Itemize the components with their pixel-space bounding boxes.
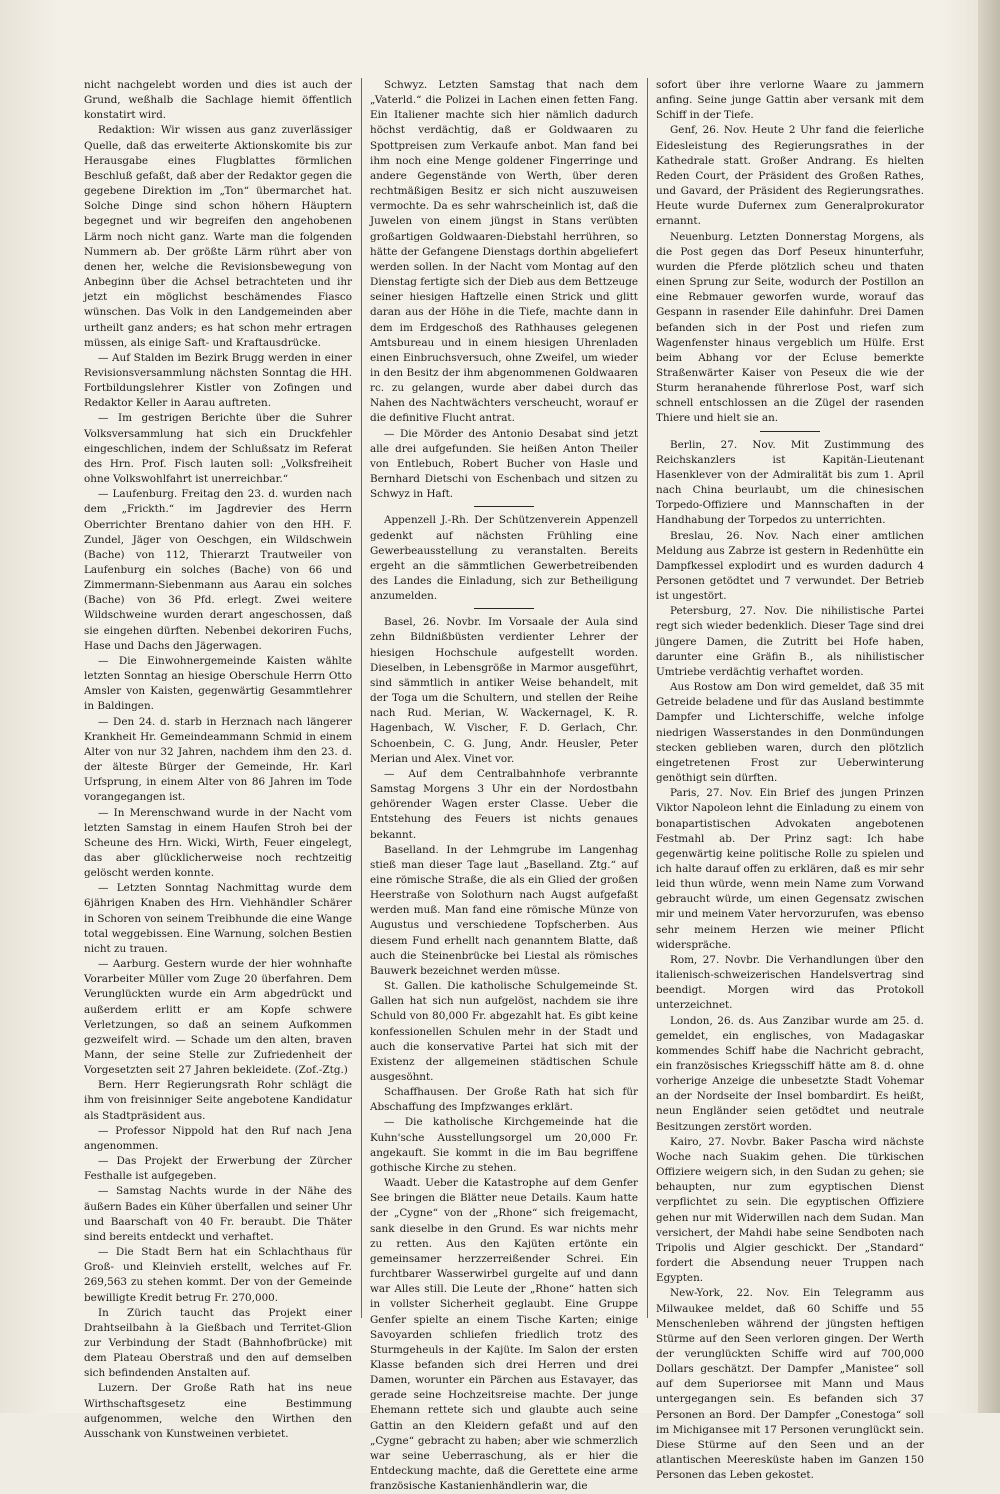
paragraph: Bern. Herr Regierungsrath Rohr schlägt die ihm von freisinniger Seite angebotene Kandidatur als Stadtpräsident aus.	[84, 1079, 352, 1122]
paragraph: St. Gallen. Die katholische Schulgemeinde St. Gallen hat sich nun aufgelöst, nachdem sie ihre Schuld von 80,000 Fr. abgezahlt hat. Es gibt keine konfessionellen Schulen mehr in der Stadt und auch die konservative Partei hat sich mit der Existenz der allgemeinen städtischen Schule ausgesöhnt.	[370, 980, 638, 1083]
paragraph: Schaffhausen. Der Große Rath hat sich für Abschaffung des Impfzwanges erklärt.	[370, 1086, 638, 1114]
paragraph: nicht nachgelebt worden und dies ist auch der Grund, weßhalb die Sachlage hiemit öffentlich konstatirt wird.	[84, 79, 352, 122]
column-3	[656, 78, 924, 1482]
paragraph: Breslau, 26. Nov. Nach einer amtlichen Meldung aus Zabrze ist gestern in Redenhütte ein Dampfkessel explodirt und es wurden dadurch 4 Personen getödtet und 7 verwundet. Der Betrieb ist ungestört.	[656, 529, 924, 603]
paragraph: — Im gestrigen Berichte über die Suhrer Volksversammlung hat sich ein Druckfehler eingeschlichen, indem der Schlußsatz im Referat des Hrn. Prof. Fisch lauten soll: „Volksfreiheit ohne Volkswohlfahrt ist unerreichbar.“	[84, 412, 352, 486]
paragraph: — Die Mörder des Antonio Desabat sind jetzt alle drei aufgefunden. Sie heißen Anton Theiler von Entlebuch, Robert Bucher von Hasle und Bernhard Dietschi von Eschenbach und sitzen zu Schwyz in Haft.	[370, 427, 638, 501]
paragraph: Schwyz. Letzten Samstag that nach dem „Vaterld.“ die Polizei in Lachen einen fetten Fang. Ein Italiener machte sich hier nämlich dadurch höchst verdächtig, daß er Goldwaaren zu Spottpreisen zum Verkaufe anbot. Man fand bei ihm noch eine Menge goldener Fingerringe und andere Gegenstände von Werth, über deren rechtmäßigen Besitz er sich nicht auszuweisen vermochte. Da es sehr wahrscheinlich ist, daß die Juwelen von einem jüngst in Stans verübten großartigen Goldwaaren-Diebstahl herrühren, so hätte der Gefangene Dienstags dorthin abgeliefert werden sollen. In der Nacht vom Montag auf den Dienstag fertigte sich der Dieb aus dem Bettzeuge seiner hiesigen Haftzelle einen Strick und glitt daran aus der Höhe in die Tiefe, machte dann in dem im Erdgeschoß des Rathhauses gelegenen Amtsbureau und in einem hiesigen Uhrenladen einen Einbruchsversuch, ohne Zweifel, um wieder in den Besitz der ihm abgenommenen Goldwaaren rc. zu gelangen, wurde aber dabei durch das Nahen des Nachtwächters verscheucht, worauf er die definitive Flucht antrat.	[370, 79, 638, 425]
column-1	[84, 78, 352, 1440]
paragraph: Genf, 26. Nov. Heute 2 Uhr fand die feierliche Eidesleistung des Regierungsrathes in der Kathedrale statt. Großer Andrang. Es hielten Reden Court, der Präsident des Großen Rathes, und Gavard, der Präsident des Regierungsrathes. Heute wurde Dufernex zum Generalprokurator ernannt.	[656, 124, 924, 228]
text-columns	[82, 78, 930, 1493]
paragraph: Kairo, 27. Novbr. Baker Pascha wird nächste Woche nach Suakim gehen. Die türkischen Offiziere weigern sich, in den Sudan zu gehen; sie behaupten, nur zum egyptischen Dienst verpflichtet zu sein. Die egyptischen Offiziere gehen nur mit Widerwillen nach dem Sudan. Man versichert, der Mahdi habe seine Sendboten nach Tripolis und Algier geschickt. Der „Standard“ fordert die Absendung neuer Truppen nach Egypten.	[656, 1135, 924, 1285]
paragraph: — Samstag Nachts wurde in der Nähe des äußern Bades ein Küher überfallen und seiner Uhr und Baarschaft von 40 Fr. beraubt. Die Thäter sind bereits entdeckt und verhaftet.	[84, 1185, 352, 1243]
paragraph: — Professor Nippold hat den Ruf nach Jena angenommen.	[84, 1124, 352, 1152]
paragraph: Appenzell J.-Rh. Der Schützenverein Appenzell gedenkt auf nächsten Frühling eine Gewerbeausstellung zu veranstalten. Bereits ergeht an die sämmtlichen Gewerbetreibenden des Landes die Einladung, sich zur Betheiligung anzumelden.	[370, 514, 638, 603]
paragraph: London, 26. ds. Aus Zanzibar wurde am 25. d. gemeldet, ein englisches, von Madagaskar kommendes Schiff habe die Nachricht gebracht, ein französisches Kriegsschiff hätte am 8. d. ohne vorherige Anzeige die unbesetzte Stadt Vohemar an der Nordseite der Insel bombardirt. Es heißt, neun Engländer seien getödtet und neutrale Besitzungen zerstört worden.	[656, 1014, 924, 1133]
paragraph: New-York, 22. Nov. Ein Telegramm aus Milwaukee meldet, daß 60 Schiffe und 55 Menschenleben während der jüngsten heftigen Stürme auf den Seen verloren gingen. Der Werth der verunglückten Schiffe wird auf 700,000 Dollars geschätzt. Der Dampfer „Manistee“ soll auf dem Superiorsee mit Mann und Maus untergegangen sein. Es befanden sich 37 Personen an Bord. Der Dampfer „Conestoga“ soll im Michigansee mit 17 Personen verunglückt sein. Diese Stürme auf den Seen und an der atlantischen Meeresküste haben im Ganzen 150 Personen das Leben gekostet.	[656, 1287, 924, 1482]
paragraph: — Auf Stalden im Bezirk Brugg werden in einer Revisionsversammlung nächsten Sonntag die HH. Fortbildungslehrer Kistler von Zofingen und Redaktor Keller in Aarau auftreten.	[84, 351, 352, 410]
paragraph: Redaktion: Wir wissen aus ganz zuverlässiger Quelle, daß das erweiterte Aktionskomite bis zur Herausgabe eines Flugblattes förmlichen Beschluß gefaßt, daß aber der Redaktor gegen die gegebene Direktion im „Ton“ übermarchet hat. Solche Dinge sind schon höhern Häuptern begegnet und wir begreifen den angehobenen Lärm noch nicht ganz. Warte man die folgenden Nummern ab. Der größte Lärm rührt aber von denen her, welche die Revisionsbewegung von Anbeginn über die Achsel betrachteten und ihr jetzt ein möglichst beschämendes Fiasco wünschen. Das Volk in den Landgemeinden aber urtheilt ganz anders; es hat schon mehr ertragen müssen, als einige Saft- und Kraftausdrücke.	[84, 124, 352, 349]
paragraph: Luzern. Der Große Rath hat ins neue Wirthschaftsgesetz eine Bestimmung aufgenommen, welche den Wirthen den Ausschank von Kunstweinen verbietet.	[84, 1382, 352, 1440]
column-rule	[647, 78, 648, 1318]
column-2	[370, 78, 638, 1493]
section-separator	[760, 431, 820, 432]
paragraph: Neuenburg. Letzten Donnerstag Morgens, als die Post gegen das Dorf Peseux hinunterfuhr, wurden die Pferde plötzlich scheu und thaten einen Sprung zur Seite, wodurch der Postillon an eine Rebmauer geworfen wurde, worauf das Gespann in rasender Eile dahinfuhr. Drei Damen befanden sich in der Post und riefen zum Wagenfenster hinaus vergeblich um Hülfe. Erst beim Abhang vor der Ecluse bemerkte Straßenwärter Kaiser von Peseux die wie der Sturm heranahende führerlose Post, warf sich schnell entschlossen an die Zügel der rasenden Thiere und hielt sie an.	[656, 230, 924, 425]
paragraph: — Die Einwohnergemeinde Kaisten wählte letzten Sonntag an hiesige Oberschule Herrn Otto Amsler von Kaisten, gegenwärtig Gesammtlehrer in Baldingen.	[84, 654, 352, 713]
column-rule	[361, 78, 362, 1318]
paragraph: Waadt. Ueber die Katastrophe auf dem Genfer See bringen die Blätter neue Details. Kaum hatte der „Cygne“ von der „Rhone“ sich freigemacht, sank dieselbe in den Grund. Es war nichts mehr zu retten. Aus den Kajüten ertönte ein gemeinsamer herzzerreißender Schrei. Ein furchtbarer Wasserwirbel gurgelte auf und dann war Alles still. Die Leute der „Rhone“ hatten sich in vollster Sicherheit geglaubt. Eine Gruppe Genfer spielte an einem Tische Karten; einige Savoyarden schliefen friedlich trotz des Sturmgeheuls in der Kajüte. Im Salon der ersten Klasse befanden sich drei Herren und drei Damen, worunter ein Pärchen aus Estavayer, das gerade seine Hochzeitsreise machte. Der junge Ehemann rettete sich und glaubte auch seine Gattin an den Kleidern gefaßt und auf den „Cygne“ gebracht zu haben; aber wie schmerzlich war seine Ueberraschung, als er hier die Entdeckung machte, daß die Gerettete eine arme französische Kastanienhändlerin war, die	[370, 1177, 638, 1493]
paragraph: — Das Projekt der Erwerbung der Zürcher Festhalle ist aufgegeben.	[84, 1155, 352, 1183]
page-binding-edge	[978, 0, 1000, 1413]
paragraph: Aus Rostow am Don wird gemeldet, daß 35 mit Getreide beladene und für das Ausland bestimmte Dampfer und Lichterschiffe, welche infolge niedrigen Wasserstandes in den Donmündungen stecken geblieben waren, durch den plötzlich eingetretenen Frost zur Ueberwinterung genöthigt sein dürften.	[656, 681, 924, 785]
paragraph: Basel, 26. Novbr. Im Vorsaale der Aula sind zehn Bildnißbüsten verdienter Lehrer der hiesigen Hochschule aufgestellt worden. Dieselben, in Lebensgröße in Marmor ausgeführt, sind sämmtlich in antiker Weise behandelt, mit der Toga um die Schultern, und stellen der Reihe nach Rud. Merian, W. Wackernagel, K. R. Hagenbach, W. Vischer, F. D. Gerlach, Chr. Schoenbein, C. G. Jung, Andr. Heusler, Peter Merian und Alex. Vinet vor.	[370, 616, 638, 765]
paragraph: Paris, 27. Nov. Ein Brief des jungen Prinzen Viktor Napoleon lehnt die Einladung zu einem von bonapartistischen Advokaten angebotenen Festmahl ab. Der Prinz sagt: Ich habe gegenwärtig keine politische Rolle zu spielen und ich halte darauf offen zu erklären, daß es mir sehr leid thun würde, wenn mein Name zum Vorwand gebraucht würde, um einen Gegensatz zwischen mir und meinem Vater hervorzurufen, was ebenso sehr meinem Herzen wie meiner Pflicht widerspräche.	[656, 787, 924, 951]
paragraph: — Auf dem Centralbahnhofe verbrannte Samstag Morgens 3 Uhr ein der Nordostbahn gehörender Wagen erster Classe. Ueber die Entstehung des Feuers ist nichts genaues bekannt.	[370, 767, 638, 841]
paragraph: — Aarburg. Gestern wurde der hier wohnhafte Vorarbeiter Müller vom Zuge 20 überfahren. Dem Verunglückten wurde ein Arm abgedrückt und außerdem erlitt er am Kopfe schwere Verletzungen, so daß an seinem Aufkommen gezweifelt wird. — Schade um den alten, braven Mann, der seine Stelle zur Zufriedenheit der Vorgesetzten seit 27 Jahren bekleidete. (Zof.-Ztg.)	[84, 958, 352, 1077]
paragraph: — Den 24. d. starb in Herznach nach längerer Krankheit Hr. Gemeindeammann Schmid in einem Alter von nur 32 Jahren, nachdem ihm den 23. d. der älteste Bürger der Gemeinde, Hr. Karl Urfsprung, in einem Alter von 86 Jahren im Tode vorangegangen ist.	[84, 715, 352, 804]
paragraph: In Zürich taucht das Projekt einer Drahtseilbahn à la Gießbach und Territet-Glion zur Verbindung der Stadt (Bahnhofbrücke) mit dem Plateau Oberstraß und den auf demselben sich befindenden Anstalten auf.	[84, 1306, 352, 1380]
paragraph: sofort über ihre verlorne Waare zu jammern anfing. Seine junge Gattin aber versank mit dem Schiff in der Tiefe.	[656, 79, 924, 122]
paragraph: — Die Stadt Bern hat ein Schlachthaus für Groß- und Kleinvieh erstellt, welches auf Fr. 269,563 zu stehen kommt. Der von der Gemeinde bewilligte Kredit betrug Fr. 270,000.	[84, 1246, 352, 1304]
paragraph: — Letzten Sonntag Nachmittag wurde dem 6jährigen Knaben des Hrn. Viehhändler Schärer in Schoren von seinem Treibhunde die eine Wange total weggebissen. Eine Warnung, solchen Bestien nicht zu trauen.	[84, 882, 352, 955]
paragraph: — Die katholische Kirchgemeinde hat die Kuhn'sche Ausstellungsorgel um 20,000 Fr. angekauft. Sie kommt in die im Bau begriffene gothische Kirche zu stehen.	[370, 1116, 638, 1174]
paragraph: Petersburg, 27. Nov. Die nihilistische Partei regt sich wieder bedenklich. Dieser Tage sind drei jüngere Damen, die Zutritt bei Hofe haben, darunter eine Gräfin B., als nihilistischer Umtriebe verdächtig verhaftet worden.	[656, 605, 924, 678]
paragraph: Berlin, 27. Nov. Mit Zustimmung des Reichskanzlers ist Kapitän-Lieutenant Hasenklever von der Admiralität bis zum 1. April nach China beurlaubt, um die chinesischen Torpedo-Offiziere und Mannschaften in der Handhabung der Torpedos zu unterrichten.	[656, 438, 924, 527]
paragraph: Rom, 27. Novbr. Die Verhandlungen über den italienisch-schweizerischen Handelsvertrag sind beendigt. Morgen wird das Protokoll unterzeichnet.	[656, 953, 924, 1012]
section-separator	[474, 608, 534, 609]
section-separator	[474, 506, 534, 507]
paragraph: — In Merenschwand wurde in der Nacht vom letzten Samstag in einem Haufen Stroh bei der Scheune des Hrn. Wicki, Wirth, Feuer eingelegt, das aber glücklicherweise noch rechtzeitig gelöscht werden konnte.	[84, 806, 352, 880]
paragraph: — Laufenburg. Freitag den 23. d. wurden nach dem „Frickth.“ im Jagdrevier des Herrn Oberrichter Brentano dahier von den HH. F. Zundel, Jäger von Oeschgen, ein Wildschwein (Bache) von 112, Thierarzt Trautweiler von Laufenburg ein solches (Bache) von 66 und Zimmermann-Siebenmann aus Aarau ein solches (Bache) von 36 Pfd. erlegt. Zwei weitere Wildschweine wurden derart angeschossen, daß sie eingehen dürften. Nebenbei dekoriren Fuchs, Hase und Dachs den Jägerwagen.	[84, 488, 352, 652]
paragraph: Baselland. In der Lehmgrube im Langenhag stieß man dieser Tage laut „Baselland. Ztg.“ auf eine römische Straße, die als ein Glied der großen Heerstraße von Solothurn nach Augst aufgefaßt werden muß. Man fand eine römische Münze von Augustus und verschiedene Topfscherben. Aus diesem Fund erhellt nach genanntem Blatte, daß auch die Steinenbrücke bei Liestal als römisches Bauwerk bezeichnet werden müsse.	[370, 843, 638, 977]
